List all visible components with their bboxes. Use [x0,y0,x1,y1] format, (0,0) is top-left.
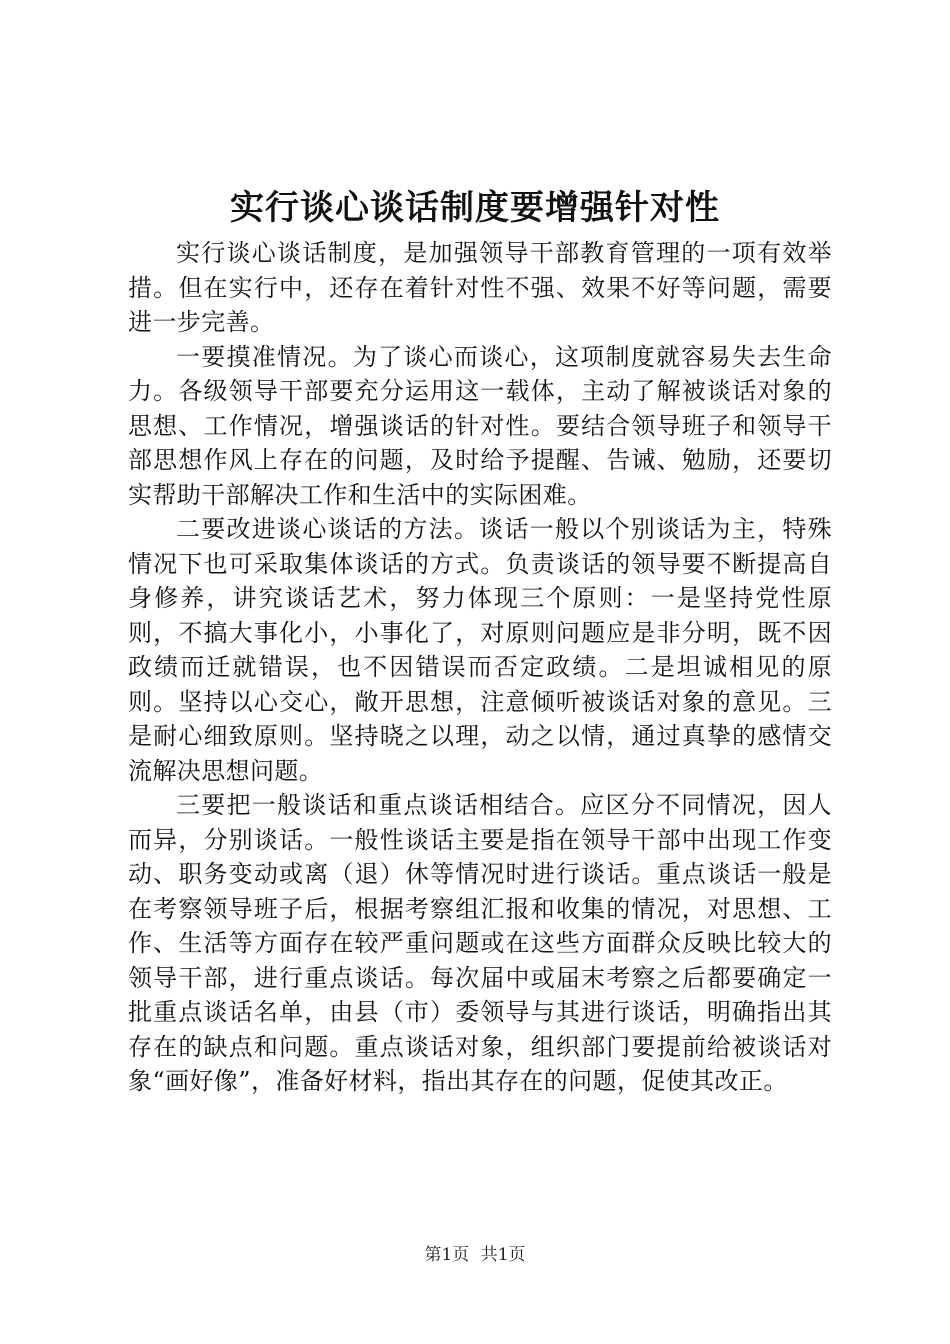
paragraph-point-two: 二要改进谈心谈话的方法。谈话一般以个别谈话为主，特殊情况下也可采取集体谈话的方式。负责谈话的领导要不断提高自身修养，讲究谈话艺术，努力体现三个原则：一是坚持党性原则，不搞大事化小，小事化了，对原则问题应是非分明，既不因政绩而迁就错误，也不因错误而否定政绩。二是坦诚相见的原则。坚持以心交心，敞开思想，注意倾听被谈话对象的意见。三是耐心细致原则。坚持晓之以理，动之以情，通过真挚的感情交流解决思想问题。 [128,515,832,785]
paragraph-point-one: 一要摸准情况。为了谈心而谈心，这项制度就容易失去生命力。各级领导干部要充分运用这一载体，主动了解被谈话对象的思想、工作情况，增强谈话的针对性。要结合领导班子和领导干部思想作风上存在的问题，及时给予提醒、告诫、勉励，还要切实帮助干部解决工作和生活中的实际困难。 [128,342,832,509]
document-title: 实行谈心谈话制度要增强针对性 [230,188,720,228]
page-number: 第1页 [424,1245,470,1265]
paragraph-point-three: 三要把一般谈话和重点谈话相结合。应区分不同情况，因人而异，分别谈话。一般性谈话主要是指在领导干部中出现工作变动、职务变动或离（退）休等情况时进行谈话。重点谈话一般是在考察领导班子后，根据考察组汇报和收集的情况，对思想、工作、生活等方面存在较严重问题或在这些方面群众反映比较大的领导干部，进行重点谈话。每次届中或届末考察之后都要确定一批重点谈话名单，由县（市）委领导与其进行谈话，明确指出其存在的缺点和问题。重点谈话对象，组织部门要提前给被谈话对象“画好像”，准备好材料，指出其存在的问题，促使其改正。 [128,791,832,1095]
paragraph-intro: 实行谈心谈话制度，是加强领导干部教育管理的一项有效举措。但在实行中，还存在着针对性不强、效果不好等问题，需要进一步完善。 [128,239,832,336]
document-body [128,236,832,1099]
page-footer [0,1243,950,1267]
page-total: 共1页 [480,1245,526,1265]
